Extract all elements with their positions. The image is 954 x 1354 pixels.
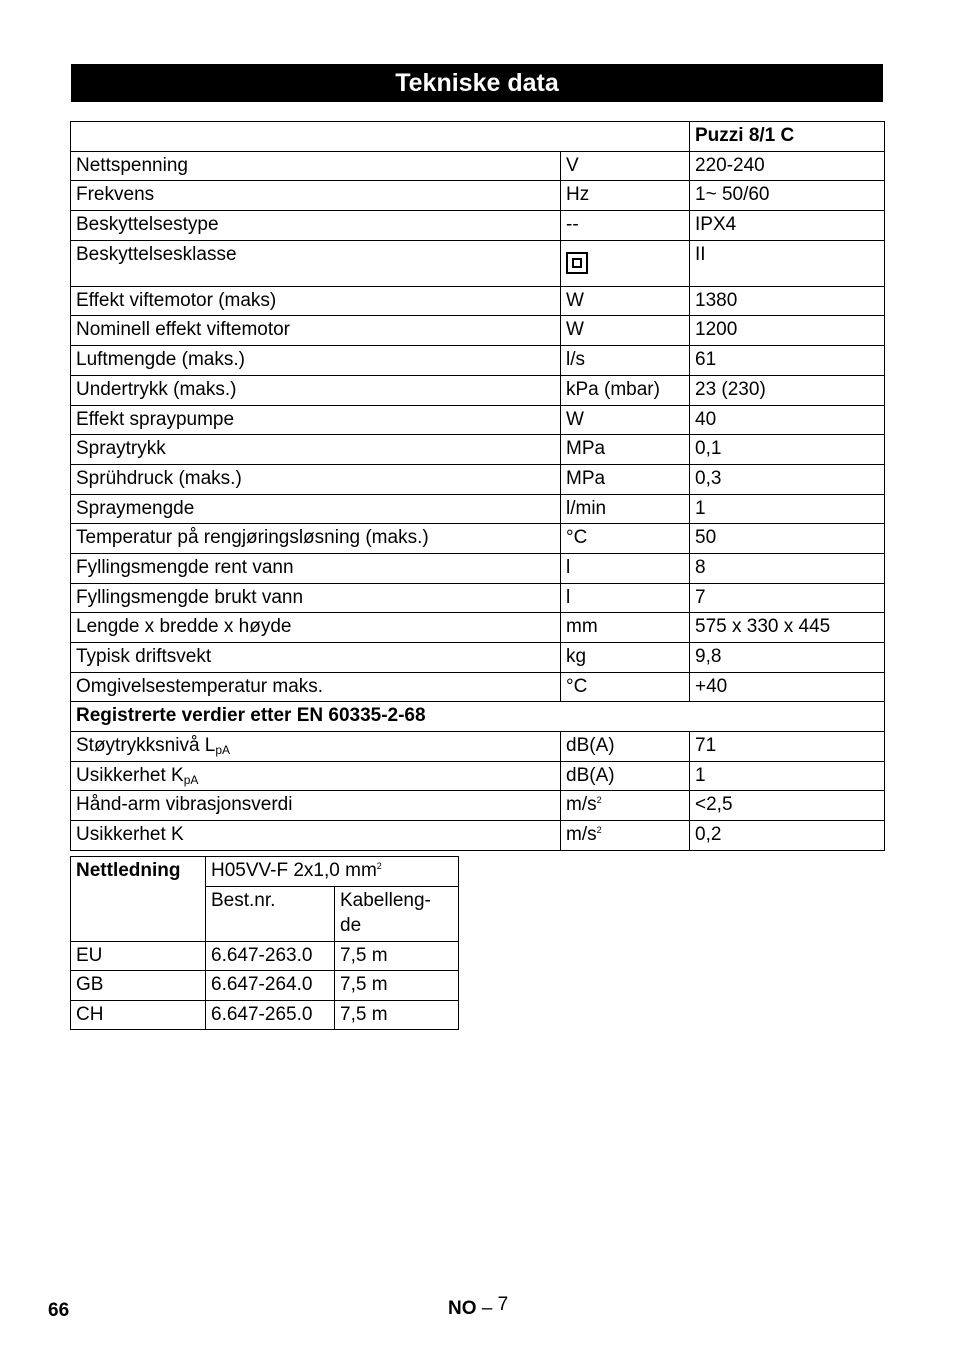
spec-unit: $m/s^2$ — [561, 821, 690, 851]
spec-unit: dB(A) — [561, 761, 690, 791]
table-row — [71, 821, 885, 851]
spec-unit: V — [561, 151, 690, 181]
table-row — [71, 941, 459, 971]
spec-label: Effekt spraypumpe — [71, 405, 561, 435]
spec-label: Nettspenning — [71, 151, 561, 181]
spec-label: Fyllingsmengde brukt vann — [71, 583, 561, 613]
spec-value: 1 — [690, 494, 885, 524]
cable-type: H05VV-F 2x1,0 $mm^2$ — [206, 857, 459, 887]
spec-value: <2,5 — [690, 791, 885, 821]
spec-label: Usikkerhet K — [71, 821, 561, 851]
spec-value: 1200 — [690, 316, 885, 346]
power-cable-table — [70, 856, 459, 1030]
spec-label: Fyllingsmengde rent vann — [71, 553, 561, 583]
spec-value: 0,1 — [690, 435, 885, 465]
spec-value: 0,3 — [690, 464, 885, 494]
footer-section-marker — [448, 1294, 509, 1320]
spec-label: Omgivelsestemperatur maks. — [71, 672, 561, 702]
table-row — [71, 435, 885, 465]
spec-unit: $m/s^2$ — [561, 791, 690, 821]
spec-value: 61 — [690, 346, 885, 376]
cable-order-no: 6.647-264.0 — [206, 971, 335, 1001]
spec-unit: MPa — [561, 464, 690, 494]
technical-data-table — [70, 121, 885, 851]
spec-value: 50 — [690, 524, 885, 554]
spec-label: Hånd-arm vibrasjonsverdi — [71, 791, 561, 821]
table-row — [71, 375, 885, 405]
spec-label: Temperatur på rengjøringsløsning (maks.) — [71, 524, 561, 554]
spec-label: Effekt viftemotor (maks) — [71, 286, 561, 316]
spec-unit: -- — [561, 211, 690, 241]
cable-region: CH — [71, 1000, 206, 1030]
table-row — [71, 1000, 459, 1030]
spec-value: 7 — [690, 583, 885, 613]
table-row — [71, 672, 885, 702]
spec-label: Frekvens — [71, 181, 561, 211]
spec-label: Typisk driftsvekt — [71, 643, 561, 673]
table-row — [71, 346, 885, 376]
spec-value: 23 (230) — [690, 375, 885, 405]
spec-unit: Hz — [561, 181, 690, 211]
table-row — [71, 181, 885, 211]
language-code: NO — [448, 1298, 477, 1319]
page-title: Tekniske data — [71, 64, 883, 102]
spec-unit: W — [561, 286, 690, 316]
spec-unit: °C — [561, 672, 690, 702]
spec-unit: °C — [561, 524, 690, 554]
table-row — [71, 316, 885, 346]
spec-value: +40 — [690, 672, 885, 702]
spec-value: 71 — [690, 732, 885, 762]
table-header-row — [71, 857, 459, 887]
section-header-row — [71, 702, 885, 732]
table-row — [71, 583, 885, 613]
table-header-row — [71, 122, 885, 152]
cable-header-label: Nettledning — [71, 857, 206, 942]
page-number: 66 — [48, 1300, 70, 1321]
table-row — [71, 613, 885, 643]
spec-unit: mm — [561, 613, 690, 643]
section-page-number: 7 — [497, 1294, 509, 1315]
column-header-order-no: Best.nr. — [206, 886, 335, 941]
spec-value: 40 — [690, 405, 885, 435]
table-row — [71, 553, 885, 583]
table-row — [71, 971, 459, 1001]
spec-value: IPX4 — [690, 211, 885, 241]
cable-length: 7,5 m — [335, 941, 459, 971]
spec-label: Undertrykk (maks.) — [71, 375, 561, 405]
spec-unit: l — [561, 583, 690, 613]
spec-label: Spraytrykk — [71, 435, 561, 465]
table-row — [71, 494, 885, 524]
table-row — [71, 211, 885, 241]
spec-unit — [561, 240, 690, 286]
spec-label: Luftmengde (maks.) — [71, 346, 561, 376]
spec-unit: l — [561, 553, 690, 583]
spec-label: Beskyttelsestype — [71, 211, 561, 241]
model-header: Puzzi 8/1 C — [690, 122, 885, 152]
table-row — [71, 464, 885, 494]
table-row — [71, 643, 885, 673]
cable-order-no: 6.647-263.0 — [206, 941, 335, 971]
spec-unit: MPa — [561, 435, 690, 465]
spec-unit: kg — [561, 643, 690, 673]
table-row — [71, 151, 885, 181]
spec-value: II — [690, 240, 885, 286]
spec-value: 220-240 — [690, 151, 885, 181]
spec-value: 0,2 — [690, 821, 885, 851]
column-header-cable-length: Kabelleng- de — [335, 886, 459, 941]
table-row — [71, 286, 885, 316]
spec-value: 1380 — [690, 286, 885, 316]
spec-unit: l/s — [561, 346, 690, 376]
cable-order-no: 6.647-265.0 — [206, 1000, 335, 1030]
cable-region: EU — [71, 941, 206, 971]
spec-label: Nominell effekt viftemotor — [71, 316, 561, 346]
spec-label: Spraymengde — [71, 494, 561, 524]
cable-length: 7,5 m — [335, 971, 459, 1001]
table-row — [71, 732, 885, 762]
spec-unit: dB(A) — [561, 732, 690, 762]
spec-value: 9,8 — [690, 643, 885, 673]
spec-unit: W — [561, 316, 690, 346]
footer-separator: – — [481, 1298, 493, 1319]
spec-label: Støytrykksnivå $L_{pA}$ — [71, 732, 561, 762]
spec-label: Usikkerhet $K_{pA}$ — [71, 761, 561, 791]
table-row — [71, 405, 885, 435]
table-row — [71, 524, 885, 554]
table-row — [71, 791, 885, 821]
spec-value: 575 x 330 x 445 — [690, 613, 885, 643]
cable-region: GB — [71, 971, 206, 1001]
spec-unit: W — [561, 405, 690, 435]
table-row — [71, 761, 885, 791]
cable-length: 7,5 m — [335, 1000, 459, 1030]
protection-class-ii-icon — [566, 252, 588, 274]
spec-label: Sprühdruck (maks.) — [71, 464, 561, 494]
spec-unit: l/min — [561, 494, 690, 524]
table-row — [71, 240, 885, 286]
spec-value: 1 — [690, 761, 885, 791]
spec-value: 1~ 50/60 — [690, 181, 885, 211]
spec-label: Beskyttelsesklasse — [71, 240, 561, 286]
spec-label: Lengde x bredde x høyde — [71, 613, 561, 643]
section-header: Registrerte verdier etter EN 60335-2-68 — [71, 702, 885, 732]
spec-unit: kPa (mbar) — [561, 375, 690, 405]
spec-value: 8 — [690, 553, 885, 583]
